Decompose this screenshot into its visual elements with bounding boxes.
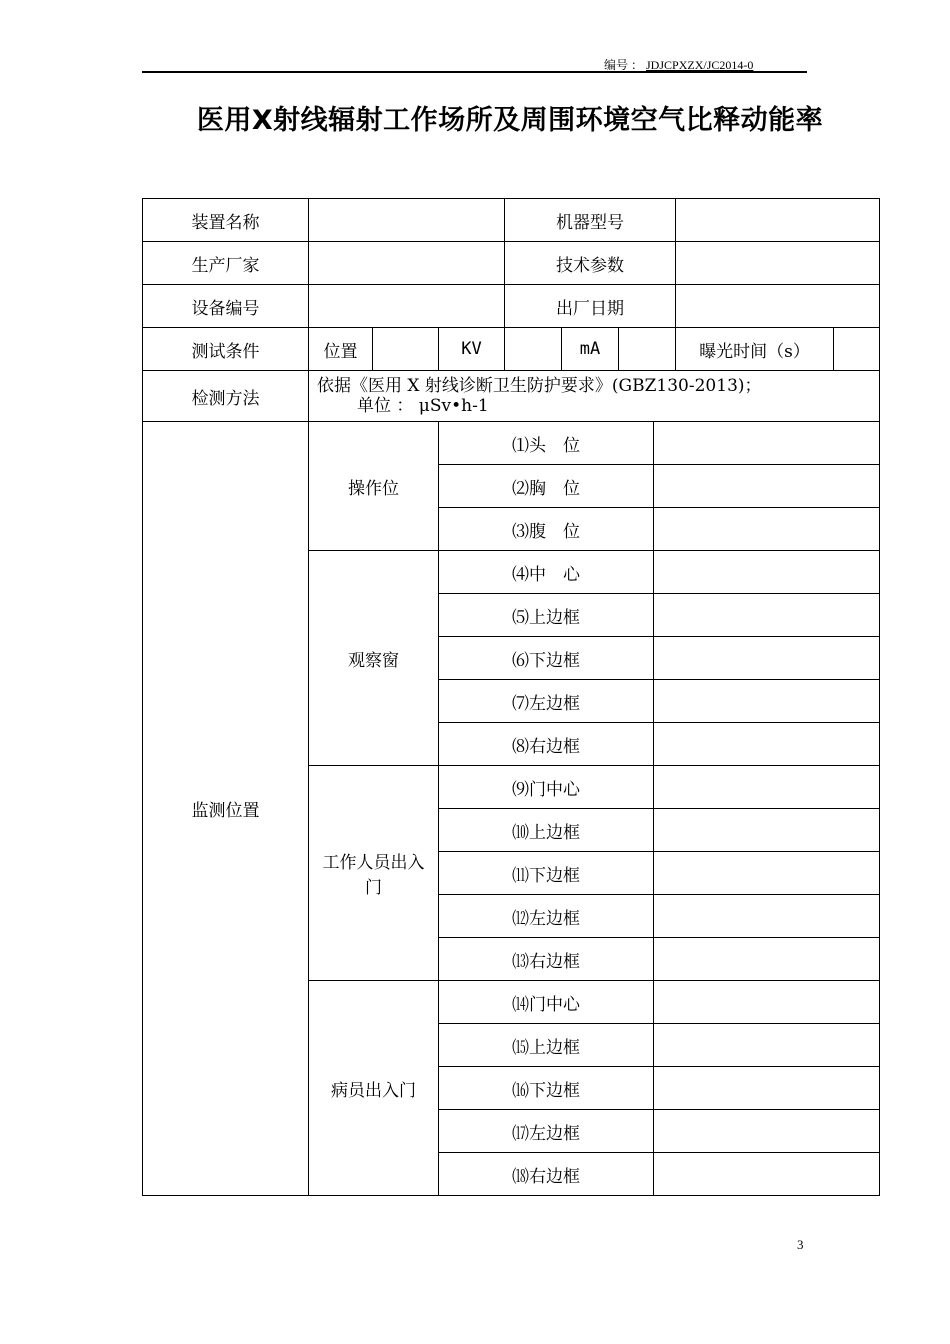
- point-value[interactable]: [654, 422, 880, 465]
- device-no-label: 设备编号: [143, 285, 309, 328]
- point-value[interactable]: [654, 1110, 880, 1153]
- method-text: 依据《医用 X 射线诊断卫生防护要求》(GBZ130-2013)；: [317, 376, 762, 396]
- tech-params-label: 技术参数: [505, 242, 676, 285]
- point-value[interactable]: [654, 852, 880, 895]
- model-value[interactable]: [676, 199, 880, 242]
- point-label: ⒂上边框: [439, 1024, 654, 1067]
- group-name: 工作人员出入门: [309, 766, 439, 981]
- factory-date-value[interactable]: [676, 285, 880, 328]
- row-device-no: [143, 285, 880, 328]
- point-value[interactable]: [654, 981, 880, 1024]
- point-value[interactable]: [654, 938, 880, 981]
- group-name: 操作位: [309, 422, 439, 551]
- model-label: 机器型号: [505, 199, 676, 242]
- point-label: ⒄左边框: [439, 1110, 654, 1153]
- tech-params-value[interactable]: [676, 242, 880, 285]
- unit-text: 单位 ： μSv•h-1: [357, 396, 489, 416]
- exposure-time-label: 曝光时间（s）: [676, 328, 834, 371]
- group-name: 病员出入门: [309, 981, 439, 1196]
- method-label: 检测方法: [143, 371, 309, 422]
- point-label: ⑻右边框: [439, 723, 654, 766]
- point-label: ⒃下边框: [439, 1067, 654, 1110]
- document-code-label: 编号 ：: [604, 58, 644, 72]
- position-value[interactable]: [373, 328, 439, 371]
- position-label: 位置: [309, 328, 373, 371]
- point-value[interactable]: [654, 680, 880, 723]
- header-rule: [142, 71, 807, 73]
- point-value[interactable]: [654, 637, 880, 680]
- row-method: [143, 371, 880, 422]
- kv-value[interactable]: [505, 328, 562, 371]
- document-code-value: JDJCPXZX/JC2014-0: [646, 58, 754, 72]
- row-manufacturer: [143, 242, 880, 285]
- point-label: ⑵胸 位: [439, 465, 654, 508]
- point-label: ⒀右边框: [439, 938, 654, 981]
- point-label: ⑼门中心: [439, 766, 654, 809]
- point-value[interactable]: [654, 1024, 880, 1067]
- point-label: ⑾下边框: [439, 852, 654, 895]
- row-test-conditions: [143, 328, 880, 371]
- point-value[interactable]: [654, 551, 880, 594]
- document-title: 医用X射线辐射工作场所及周围环境空气比释动能率: [196, 105, 824, 136]
- point-label: ⑺左边框: [439, 680, 654, 723]
- point-value[interactable]: [654, 465, 880, 508]
- ma-label: mA: [562, 328, 619, 371]
- point-label: ⑽上边框: [439, 809, 654, 852]
- point-value[interactable]: [654, 809, 880, 852]
- point-label: ⑷中 心: [439, 551, 654, 594]
- point-value[interactable]: [654, 723, 880, 766]
- page-number: 3: [797, 1237, 804, 1252]
- test-conditions-label: 测试条件: [143, 328, 309, 371]
- manufacturer-label: 生产厂家: [143, 242, 309, 285]
- device-no-value[interactable]: [309, 285, 505, 328]
- manufacturer-value[interactable]: [309, 242, 505, 285]
- device-name-label: 装置名称: [143, 199, 309, 242]
- point-label: ⑶腹 位: [439, 508, 654, 551]
- kv-label: KV: [439, 328, 505, 371]
- ma-value[interactable]: [619, 328, 676, 371]
- device-name-value[interactable]: [309, 199, 505, 242]
- monitoring-label: 监测位置: [143, 422, 309, 1196]
- point-value[interactable]: [654, 1153, 880, 1196]
- point-label: ⑴头 位: [439, 422, 654, 465]
- point-value[interactable]: [654, 508, 880, 551]
- exposure-time-value[interactable]: [834, 328, 880, 371]
- point-value[interactable]: [654, 1067, 880, 1110]
- point-label: ⑸上边框: [439, 594, 654, 637]
- point-label: ⑿左边框: [439, 895, 654, 938]
- point-label: ⑹下边框: [439, 637, 654, 680]
- inspection-form-table: [142, 198, 880, 1196]
- point-value[interactable]: [654, 766, 880, 809]
- point-value[interactable]: [654, 895, 880, 938]
- point-label: ⒁门中心: [439, 981, 654, 1024]
- point-value[interactable]: [654, 594, 880, 637]
- group-name: 观察窗: [309, 551, 439, 766]
- factory-date-label: 出厂日期: [505, 285, 676, 328]
- method-text-cell: [309, 371, 880, 422]
- point-label: ⒅右边框: [439, 1153, 654, 1196]
- row-device-name: [143, 199, 880, 242]
